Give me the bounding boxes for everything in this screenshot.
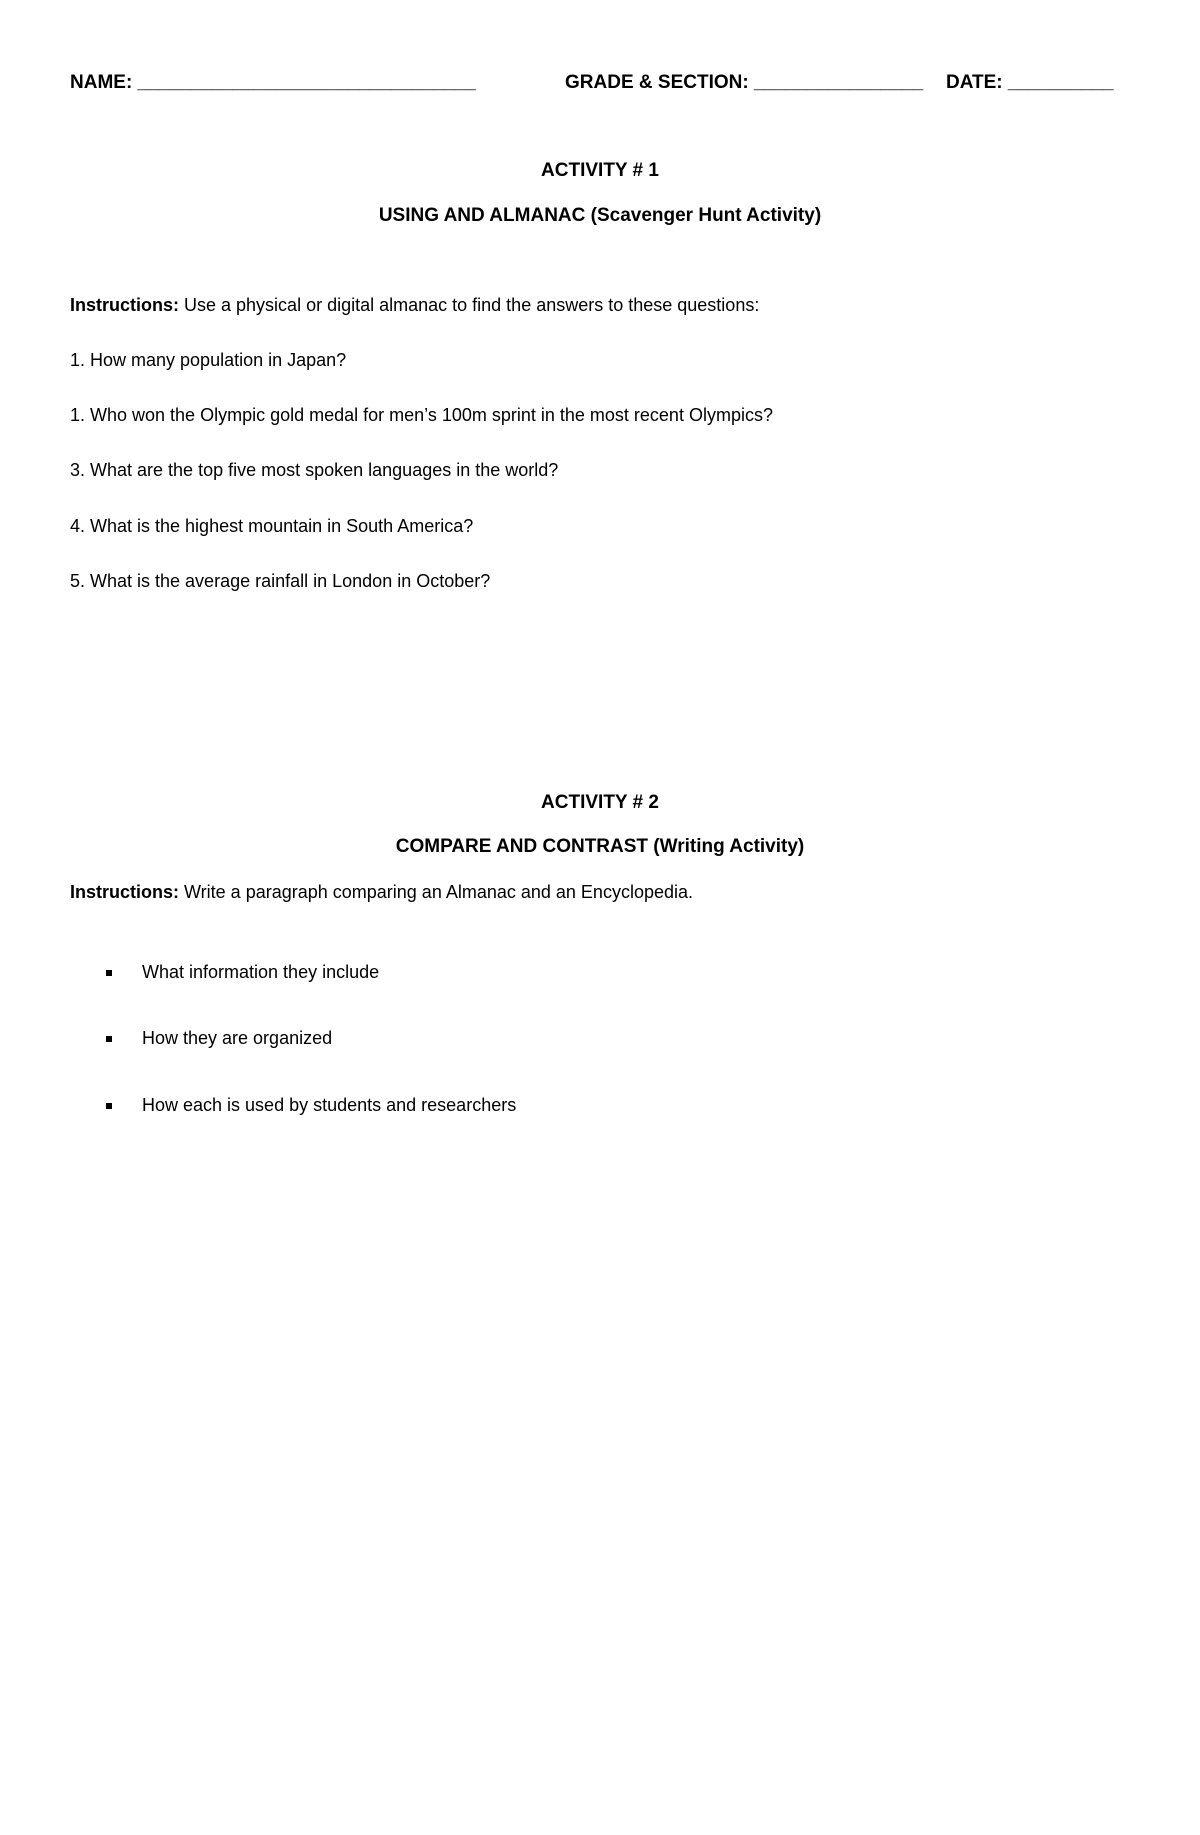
instructions-label: Instructions: [70, 295, 180, 315]
question-item: 1. How many population in Japan? [70, 350, 347, 370]
activity-1-instructions [70, 295, 759, 316]
instructions-text: Write a paragraph comparing an Almanac and an Encyclopedia. [179, 882, 693, 902]
activity-1-subtitle: USING AND ALMANAC (Scavenger Hunt Activity) [378, 205, 822, 226]
question-item: 1. Who won the Olympic gold medal for men’s 100m sprint in the most recent Olympics? [70, 405, 773, 425]
activity-2-title: ACTIVITY # 2 [541, 792, 659, 813]
bullet-text: What information they include [142, 962, 380, 982]
square-bullet-icon [106, 1103, 112, 1109]
activity-1-title: ACTIVITY # 1 [541, 160, 659, 181]
date-field: DATE: __________ [946, 72, 1114, 93]
question-item: 5. What is the average rainfall in London in October? [70, 571, 491, 591]
question-item: 4. What is the highest mountain in South America? [70, 516, 474, 536]
question-item: 3. What are the top five most spoken languages in the world? [70, 460, 559, 480]
instructions-text: Use a physical or digital almanac to find the answers to these questions: [179, 295, 760, 315]
name-field: NAME: ________________________________ [70, 72, 476, 93]
square-bullet-icon [106, 970, 112, 976]
instructions-label: Instructions: [70, 882, 180, 902]
square-bullet-icon [106, 1036, 112, 1042]
activity-2-instructions [70, 882, 693, 903]
bullet-text: How each is used by students and researchers [142, 1095, 517, 1115]
bullet-text: How they are organized [142, 1028, 333, 1048]
activity-2-subtitle: COMPARE AND CONTRAST (Writing Activity) [395, 836, 805, 857]
student-info-header [70, 72, 1130, 102]
grade-section-field: GRADE & SECTION: ________________ [565, 72, 924, 93]
